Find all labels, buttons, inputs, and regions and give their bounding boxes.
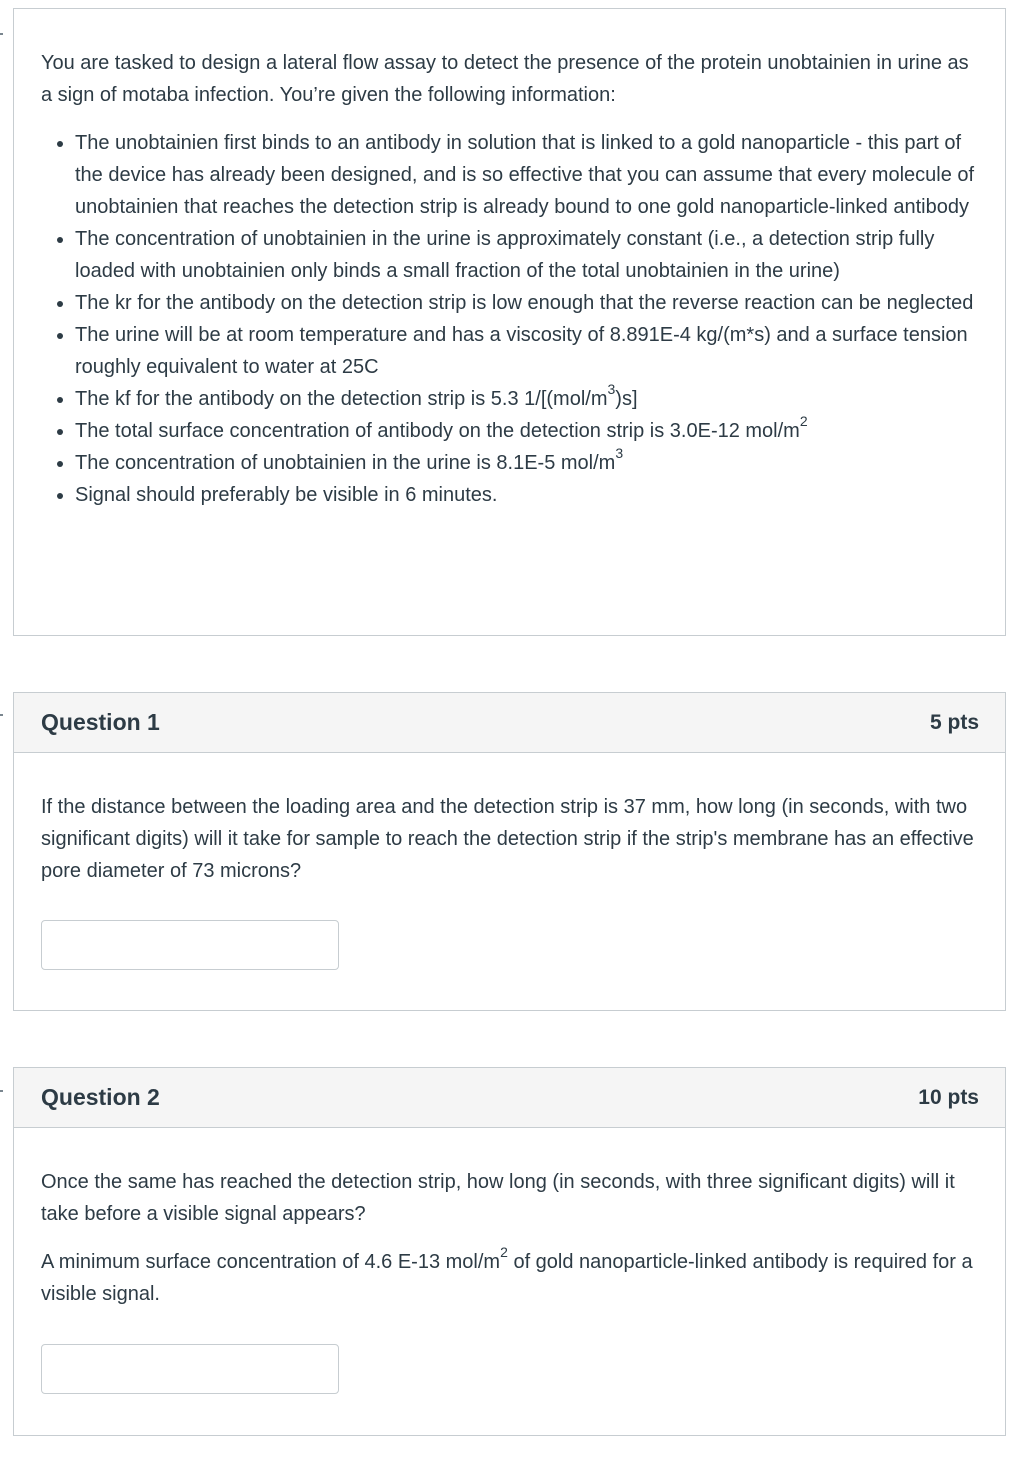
intro-text-block xyxy=(14,9,1005,511)
edge-marker xyxy=(0,1090,3,1092)
list-item: • The urine will be at room temperature and has a viscosity of 8.891E-4 kg/(m*s) and a surface tension roughly equivalent to water at 25C xyxy=(75,319,978,383)
question-1-body xyxy=(14,753,1005,887)
question-2-points: 10 pts xyxy=(918,1085,979,1109)
question-1-text: If the distance between the loading area and the detection strip is 37 mm, how long (in seconds, with two significant digits) will it take for sample to reach the detection strip if the strip's membrane has an effective pore diameter of 73 microns? xyxy=(41,796,974,882)
intro-paragraph: You are tasked to design a lateral flow assay to detect the presence of the protein unobtainien in urine as a sign of motaba infection. You’re given the following information: xyxy=(41,52,969,106)
question-2-title: Question 2 xyxy=(41,1084,160,1110)
question-2-note: A minimum surface concentration of 4.6 E-13 mol/$m^2$ of gold nanoparticle-linked antibody is required for a visible signal. xyxy=(41,1244,973,1305)
list-item: • The kr for the antibody on the detection strip is low enough that the reverse reaction can be neglected xyxy=(75,287,978,319)
question-1-header xyxy=(14,693,1005,753)
given-information-list xyxy=(41,127,978,511)
question-1-panel xyxy=(13,692,1006,1011)
question-intro-panel xyxy=(13,8,1006,636)
edge-marker xyxy=(0,714,3,716)
question-2-header xyxy=(14,1068,1005,1128)
list-item: • Signal should preferably be visible in 6 minutes. xyxy=(75,479,978,511)
list-item: • The concentration of unobtainien in the urine is approximately constant (i.e., a detection strip fully loaded with unobtainien only binds a small fraction of the total unobtainien in the urine) xyxy=(75,223,978,287)
question-1-points: 5 pts xyxy=(929,710,979,734)
list-item: • The unobtainien first binds to an antibody in solution that is linked to a gold nanoparticle - this part of the device has already been designed, and is so effective that you can assume that every molecule of unobtainien that reaches the detection strip is already bound to one gold nanoparticle-linked antibody xyxy=(75,127,978,223)
list-item: • The kf for the antibody on the detection strip is 5.3 $1/[(mol/m^3)s]$ xyxy=(75,383,978,415)
list-item: • The concentration of unobtainien in the urine is 8.1E-5 mol/$m^3$ xyxy=(75,447,978,479)
question-2-panel xyxy=(13,1067,1006,1436)
question-1-answer-input[interactable] xyxy=(41,920,339,970)
edge-marker xyxy=(0,33,3,35)
question-2-body xyxy=(14,1128,1005,1310)
question-2-text: Once the same has reached the detection strip, how long (in seconds, with three significant digits) will it take before a visible signal appears? xyxy=(41,1171,955,1225)
list-item: • The total surface concentration of antibody on the detection strip is 3.0E-12 mol/$m^2$ xyxy=(75,415,978,447)
question-1-title: Question 1 xyxy=(41,709,160,735)
question-2-answer-input[interactable] xyxy=(41,1344,339,1394)
